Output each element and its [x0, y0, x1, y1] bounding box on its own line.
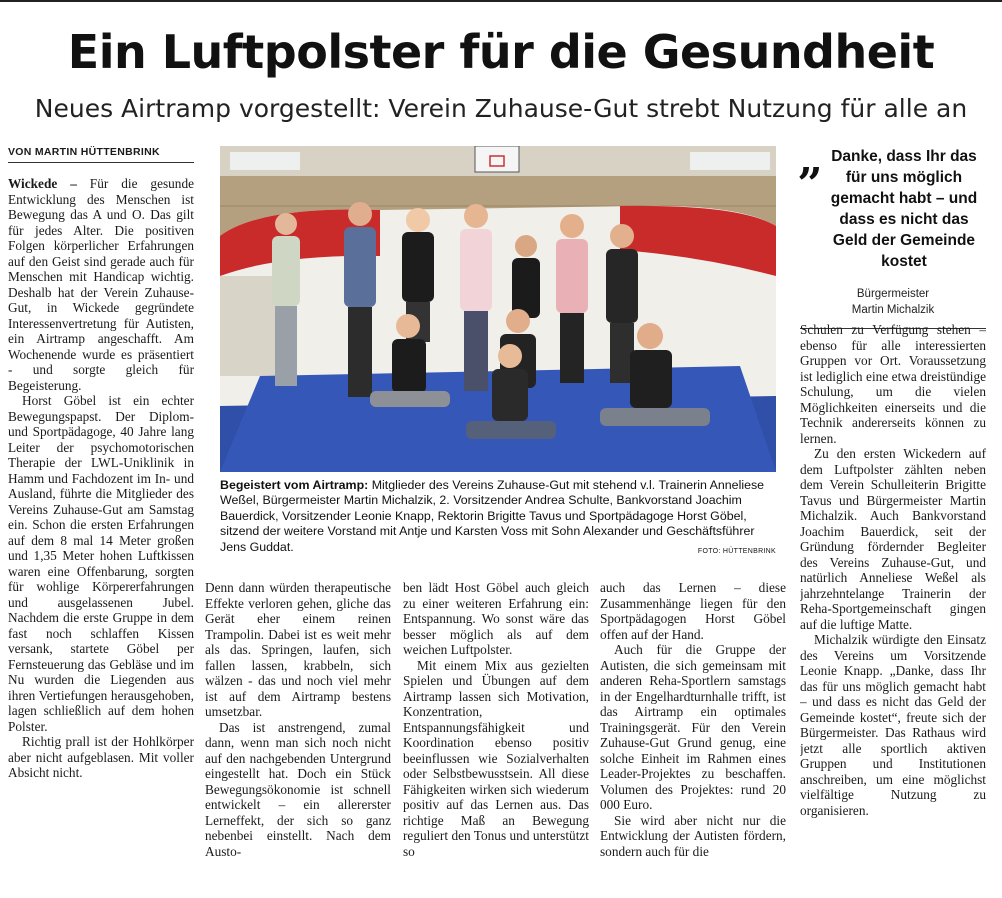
article-byline: VON MARTIN HÜTTENBRINK: [8, 146, 194, 163]
quote-mark: „: [798, 134, 824, 185]
paragraph: [8, 176, 194, 393]
photo-credit: FOTO: HÜTTENBRINK: [697, 547, 776, 555]
paragraph: Richtig prall ist der Hohlkörper aber nicht aufgeblasen. Mit voller Absicht nicht.: [8, 734, 194, 780]
paragraph: Schulen zu Verfügung stehen – ebenso für alle interessierten Gruppen vor Ort. Voraussetzung ist lediglich eine etwa dreistündige Schulung, um die vielen Möglichkeiten einerseits und die Technik andererseits können zu lernen.: [800, 322, 986, 446]
article-subheadline: Neues Airtramp vorgestellt: Verein Zuhause-Gut strebt Nutzung für alle an: [34, 94, 968, 123]
quote-attribution-role: Bürgermeister: [856, 288, 930, 300]
paragraph-text: Für die gesunde Entwicklung des Menschen ist Bewegung das A und O. Das gilt für jedes Alter. Die positiven Folgen körperlicher Erfahrungen auf den Geist sind gerade auch für Menschen mit Handicap wichtig. Deshalb hat der Verein Zuhause-Gut, in Wickede gegründete Interessenvertretung für Autisten, ein Airtramp angeschafft. Am Wochenende wurde es präsentiert - und sorgte gleich für Begeisterung.: [8, 176, 194, 393]
text-column-2: [205, 580, 391, 886]
paragraph: Auch für die Gruppe der Autisten, die sich gemeinsam mit anderen Reha-Sportlern samstags in der Engelhardturnhalle trifft, ist das Airtramp ein optimales Trainingsgerät. Für den Verein Zuhause-Gut Grund genug, eine solche Einheit im Rahmen eines Leader-Projektes zu beschaffen. Volumen des Projektes: rund 20 000 Euro.: [600, 642, 786, 812]
quote-text: Danke, dass Ihr das für uns möglich gemacht habt – und dass es nicht das Geld der Gemeinde kostet: [830, 148, 978, 270]
paragraph: ben lädt Host Göbel auch gleich zu einer weiteren Erfahrung ein: Entspannung. Wo sonst wäre das besser möglich als auf dem weichen Luftpolster.: [403, 580, 589, 657]
quote-attribution-name: Martin Michalzik: [851, 304, 935, 316]
caption-lead: Begeistert vom Airtramp:: [220, 478, 369, 492]
text-column-4: [600, 580, 786, 886]
text-column-5: [800, 322, 986, 886]
article-headline: Ein Luftpolster für die Gesundheit: [67, 25, 935, 79]
group-photo-illustration: [220, 146, 776, 472]
paragraph: Mit einem Mix aus gezielten Spielen und Übungen auf dem Airtramp lassen sich Motivation, Konzentration, Entspannungsfähigkeit und Koordination ebenso positiv beeinflussen wie Sozialverhalten oder Selbstbewusstsein. All diese Fähigkeiten wirken sich wiederum positiv auf das Lernen aus. Das richtige Maß an Bewegung reguliert den Tonus und unterstützt so: [403, 657, 589, 859]
pull-quote: [798, 134, 986, 329]
quote-attribution: [800, 286, 986, 318]
text-column-3: [403, 580, 589, 886]
caption-text: Mitglieder des Vereins Zuhause-Gut mit stehend v.l. Trainerin Anneliese Weßel, Bürgermeister Martin Michalzik, 2. Vorsitzender Andrea Schulte, Bankvorstand Joachim Bauerdick, Vorsitzender Leonie Knapp, Rektorin Brigitte Tavus und Sportpädagoge Horst Göbel, sitzend der weitere Vorstand mit Antje und Karsten Voss mit Sohn Alexander und Geschäftsführer Jens Guddat.: [220, 478, 765, 554]
photo-caption: [220, 478, 776, 559]
paragraph: Zu den ersten Wickedern auf dem Luftpolster zählten neben dem Verein Schulleiterin Brigitte Tavus und Bürgermeister Martin Michalzik. Auch Bankvorstand Joachim Bauerdick, seit der Gründung fördernder Begleiter des Vereins Zuhause-Gut, und natürlich Anneliese Weßel als jahrzehntelange Trainerin der Reha-Sportgemeinschaft gingen auf die luftige Matte.: [800, 446, 986, 632]
text-column-1: [8, 176, 194, 886]
paragraph: auch das Lernen – diese Zusammenhänge liegen für den Sportpädagogen Horst Göbel offen auf der Hand.: [600, 580, 786, 642]
paragraph: Das ist anstrengend, zumal dann, wenn man sich noch nicht auf den nachgebenden Untergrund eingestellt hat. Doch ein Stück Bewegungsökonomie ist schnell entwickelt – ein allererster Lerneffekt, der sich so ganz nebenbei einstellt. Nach dem Austo-: [205, 719, 391, 859]
paragraph: Denn dann würden therapeutische Effekte verloren gehen, gliche das Gerät eher einem reinen Trampolin. Dabei ist es weit mehr als das. Springen, laufen, sich fallen lassen, krabbeln, sich wälzen - das und noch viel mehr ist auf dem Airtramp bestens umsetzbar.: [205, 580, 391, 719]
paragraph: Michalzik würdigte den Einsatz des Vereins um Vorsitzende Leonie Knapp. „Danke, dass Ihr das für uns möglich gemacht habt – und dass es nicht das Geld der Gemeinde kostet“, freute sich der Bürgermeister. Das Rathaus wird jetzt alle sportlich aktiven Gruppen und Institutionen anschreiben, um eine möglichst vielfältige Nutzung zu organisieren.: [800, 632, 986, 818]
top-rule: [0, 0, 1002, 2]
paragraph: Horst Göbel ist ein echter Bewegungspapst. Der Diplom- und Sportpädagoge, 40 Jahre lang Leiter der psychomotorischen Therapie der LWL-Uniklinik in Hamm und Fachdozent im In- und Ausland, führte die Mitglieder des Vereins Zuhause-Gut am Samstag ein. Schon die ersten Erfahrungen auf dem 8 mal 14 Meter großen und 1,35 Meter hohen Luftkissen waren eine Offenbarung, sorgten für wohlige Körpererfahrungen und ausgelassenen Jubel. Nachdem die erste Gruppe in dem fast noch schlaffen Kissen versank, startete Göbel per Fernsteuerung das Gebläse und im Nu wurden die Liegenden aus ihren Vertiefungen herausgehoben, lagen schließlich auf dem hohen Polster.: [8, 393, 194, 734]
article-photo: [220, 146, 776, 472]
dateline: Wickede –: [8, 176, 77, 191]
paragraph: Sie wird aber nicht nur die Entwicklung der Autisten fördern, sondern auch für die: [600, 812, 786, 859]
